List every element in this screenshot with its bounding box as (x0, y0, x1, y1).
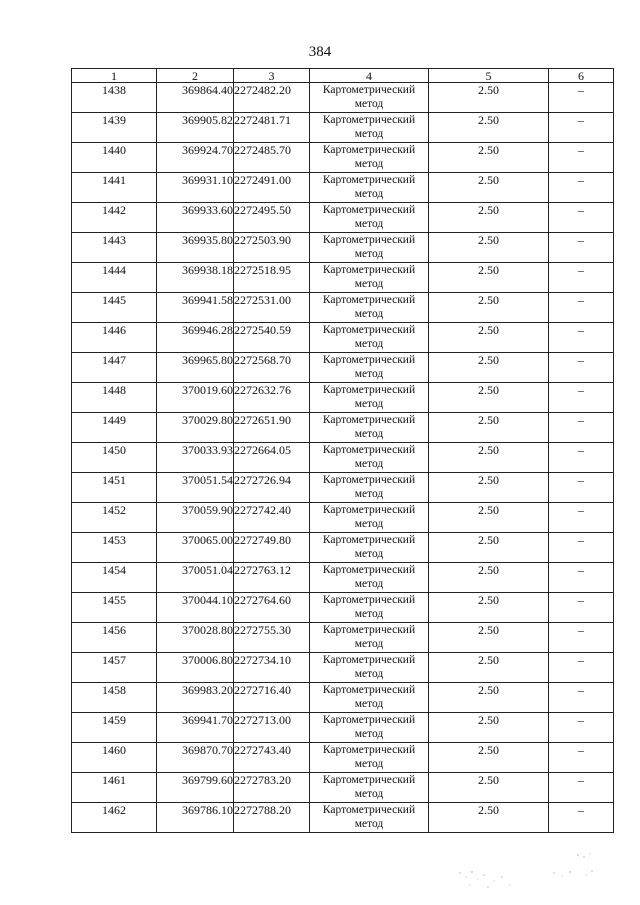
table-body (72, 83, 614, 833)
accuracy-cell: 2.50 (429, 623, 549, 653)
accuracy-cell: 2.50 (429, 173, 549, 203)
method-cell: Картометрический метод (310, 593, 429, 623)
note-cell: – (549, 383, 614, 413)
method-cell: Картометрический метод (310, 203, 429, 233)
method-cell: Картометрический метод (310, 113, 429, 143)
table-row (72, 653, 614, 683)
method-cell: Картометрический метод (310, 353, 429, 383)
column-header: 5 (429, 69, 549, 83)
x-coordinate-cell: 369924.70 (157, 143, 234, 173)
accuracy-cell: 2.50 (429, 263, 549, 293)
y-coordinate-cell: 2272664.05 (234, 443, 310, 473)
method-cell: Картометрический метод (310, 623, 429, 653)
table-row (72, 473, 614, 503)
x-coordinate-cell: 370044.10 (157, 593, 234, 623)
table-row (72, 353, 614, 383)
y-coordinate-cell: 2272755.30 (234, 623, 310, 653)
note-cell: – (549, 533, 614, 563)
method-cell: Картометрический метод (310, 653, 429, 683)
x-coordinate-cell: 370006.80 (157, 653, 234, 683)
x-coordinate-cell: 369933.60 (157, 203, 234, 233)
note-cell: – (549, 683, 614, 713)
accuracy-cell: 2.50 (429, 353, 549, 383)
method-cell: Картометрический метод (310, 143, 429, 173)
x-coordinate-cell: 369935.80 (157, 233, 234, 263)
accuracy-cell: 2.50 (429, 113, 549, 143)
note-cell: – (549, 83, 614, 113)
accuracy-cell: 2.50 (429, 713, 549, 743)
table-row (72, 443, 614, 473)
accuracy-cell: 2.50 (429, 203, 549, 233)
table-row (72, 593, 614, 623)
y-coordinate-cell: 2272726.94 (234, 473, 310, 503)
x-coordinate-cell: 370028.80 (157, 623, 234, 653)
point-number-cell: 1439 (72, 113, 157, 143)
accuracy-cell: 2.50 (429, 683, 549, 713)
note-cell: – (549, 353, 614, 383)
header-row (72, 69, 614, 83)
y-coordinate-cell: 2272540.59 (234, 323, 310, 353)
table-row (72, 143, 614, 173)
y-coordinate-cell: 2272495.50 (234, 203, 310, 233)
y-coordinate-cell: 2272503.90 (234, 233, 310, 263)
y-coordinate-cell: 2272568.70 (234, 353, 310, 383)
note-cell: – (549, 293, 614, 323)
x-coordinate-cell: 370019.60 (157, 383, 234, 413)
y-coordinate-cell: 2272742.40 (234, 503, 310, 533)
coordinates-table (71, 68, 614, 833)
accuracy-cell: 2.50 (429, 413, 549, 443)
y-coordinate-cell: 2272531.00 (234, 293, 310, 323)
note-cell: – (549, 113, 614, 143)
x-coordinate-cell: 369941.58 (157, 293, 234, 323)
y-coordinate-cell: 2272734.10 (234, 653, 310, 683)
note-cell: – (549, 743, 614, 773)
accuracy-cell: 2.50 (429, 323, 549, 353)
table-row (72, 803, 614, 833)
y-coordinate-cell: 2272485.70 (234, 143, 310, 173)
column-header: 2 (157, 69, 234, 83)
table-row (72, 233, 614, 263)
point-number-cell: 1456 (72, 623, 157, 653)
column-header: 6 (549, 69, 614, 83)
point-number-cell: 1443 (72, 233, 157, 263)
note-cell: – (549, 203, 614, 233)
method-cell: Картометрический метод (310, 713, 429, 743)
point-number-cell: 1452 (72, 503, 157, 533)
table-row (72, 383, 614, 413)
note-cell: – (549, 623, 614, 653)
method-cell: Картометрический метод (310, 563, 429, 593)
x-coordinate-cell: 370033.93 (157, 443, 234, 473)
note-cell: – (549, 803, 614, 833)
method-cell: Картометрический метод (310, 83, 429, 113)
table-header (72, 69, 614, 83)
method-cell: Картометрический метод (310, 683, 429, 713)
table-row (72, 743, 614, 773)
point-number-cell: 1442 (72, 203, 157, 233)
y-coordinate-cell: 2272482.20 (234, 83, 310, 113)
note-cell: – (549, 443, 614, 473)
point-number-cell: 1444 (72, 263, 157, 293)
method-cell: Картометрический метод (310, 413, 429, 443)
column-header: 1 (72, 69, 157, 83)
x-coordinate-cell: 369938.18 (157, 263, 234, 293)
note-cell: – (549, 563, 614, 593)
point-number-cell: 1447 (72, 353, 157, 383)
table-row (72, 113, 614, 143)
accuracy-cell: 2.50 (429, 83, 549, 113)
point-number-cell: 1441 (72, 173, 157, 203)
accuracy-cell: 2.50 (429, 503, 549, 533)
method-cell: Картометрический метод (310, 323, 429, 353)
point-number-cell: 1459 (72, 713, 157, 743)
y-coordinate-cell: 2272763.12 (234, 563, 310, 593)
x-coordinate-cell: 369931.10 (157, 173, 234, 203)
x-coordinate-cell: 369946.28 (157, 323, 234, 353)
note-cell: – (549, 143, 614, 173)
method-cell: Картометрический метод (310, 533, 429, 563)
point-number-cell: 1453 (72, 533, 157, 563)
y-coordinate-cell: 2272491.00 (234, 173, 310, 203)
method-cell: Картометрический метод (310, 773, 429, 803)
point-number-cell: 1461 (72, 773, 157, 803)
accuracy-cell: 2.50 (429, 653, 549, 683)
table-row (72, 683, 614, 713)
point-number-cell: 1450 (72, 443, 157, 473)
point-number-cell: 1457 (72, 653, 157, 683)
y-coordinate-cell: 2272632.76 (234, 383, 310, 413)
method-cell: Картометрический метод (310, 263, 429, 293)
point-number-cell: 1446 (72, 323, 157, 353)
accuracy-cell: 2.50 (429, 803, 549, 833)
table-row (72, 263, 614, 293)
x-coordinate-cell: 370065.00 (157, 533, 234, 563)
x-coordinate-cell: 369864.40 (157, 83, 234, 113)
point-number-cell: 1438 (72, 83, 157, 113)
y-coordinate-cell: 2272783.20 (234, 773, 310, 803)
column-header: 4 (310, 69, 429, 83)
x-coordinate-cell: 370051.04 (157, 563, 234, 593)
note-cell: – (549, 473, 614, 503)
y-coordinate-cell: 2272481.71 (234, 113, 310, 143)
note-cell: – (549, 653, 614, 683)
table-row (72, 623, 614, 653)
point-number-cell: 1462 (72, 803, 157, 833)
x-coordinate-cell: 370029.80 (157, 413, 234, 443)
accuracy-cell: 2.50 (429, 383, 549, 413)
accuracy-cell: 2.50 (429, 293, 549, 323)
table-row (72, 203, 614, 233)
x-coordinate-cell: 370059.90 (157, 503, 234, 533)
x-coordinate-cell: 369965.80 (157, 353, 234, 383)
method-cell: Картометрический метод (310, 173, 429, 203)
x-coordinate-cell: 369786.10 (157, 803, 234, 833)
accuracy-cell: 2.50 (429, 473, 549, 503)
x-coordinate-cell: 369941.70 (157, 713, 234, 743)
table-row (72, 773, 614, 803)
point-number-cell: 1460 (72, 743, 157, 773)
note-cell: – (549, 503, 614, 533)
note-cell: – (549, 323, 614, 353)
accuracy-cell: 2.50 (429, 773, 549, 803)
accuracy-cell: 2.50 (429, 533, 549, 563)
note-cell: – (549, 413, 614, 443)
table-row (72, 293, 614, 323)
accuracy-cell: 2.50 (429, 743, 549, 773)
note-cell: – (549, 713, 614, 743)
point-number-cell: 1454 (72, 563, 157, 593)
y-coordinate-cell: 2272716.40 (234, 683, 310, 713)
table-row (72, 323, 614, 353)
note-cell: – (549, 173, 614, 203)
x-coordinate-cell: 369799.60 (157, 773, 234, 803)
x-coordinate-cell: 369870.70 (157, 743, 234, 773)
table-row (72, 563, 614, 593)
note-cell: – (549, 233, 614, 263)
accuracy-cell: 2.50 (429, 143, 549, 173)
method-cell: Картометрический метод (310, 443, 429, 473)
table-row (72, 413, 614, 443)
table-row (72, 533, 614, 563)
table-row (72, 83, 614, 113)
point-number-cell: 1455 (72, 593, 157, 623)
method-cell: Картометрический метод (310, 743, 429, 773)
x-coordinate-cell: 370051.54 (157, 473, 234, 503)
note-cell: – (549, 773, 614, 803)
point-number-cell: 1458 (72, 683, 157, 713)
scan-artifact-dots (450, 851, 600, 891)
table-row (72, 173, 614, 203)
accuracy-cell: 2.50 (429, 593, 549, 623)
y-coordinate-cell: 2272743.40 (234, 743, 310, 773)
y-coordinate-cell: 2272651.90 (234, 413, 310, 443)
method-cell: Картометрический метод (310, 383, 429, 413)
point-number-cell: 1448 (72, 383, 157, 413)
point-number-cell: 1440 (72, 143, 157, 173)
note-cell: – (549, 593, 614, 623)
accuracy-cell: 2.50 (429, 443, 549, 473)
y-coordinate-cell: 2272713.00 (234, 713, 310, 743)
point-number-cell: 1449 (72, 413, 157, 443)
method-cell: Картометрический метод (310, 293, 429, 323)
table-row (72, 713, 614, 743)
note-cell: – (549, 263, 614, 293)
method-cell: Картометрический метод (310, 233, 429, 263)
accuracy-cell: 2.50 (429, 563, 549, 593)
y-coordinate-cell: 2272749.80 (234, 533, 310, 563)
point-number-cell: 1445 (72, 293, 157, 323)
y-coordinate-cell: 2272764.60 (234, 593, 310, 623)
x-coordinate-cell: 369905.82 (157, 113, 234, 143)
y-coordinate-cell: 2272788.20 (234, 803, 310, 833)
accuracy-cell: 2.50 (429, 233, 549, 263)
method-cell: Картометрический метод (310, 473, 429, 503)
table-row (72, 503, 614, 533)
method-cell: Картометрический метод (310, 803, 429, 833)
x-coordinate-cell: 369983.20 (157, 683, 234, 713)
column-header: 3 (234, 69, 310, 83)
y-coordinate-cell: 2272518.95 (234, 263, 310, 293)
point-number-cell: 1451 (72, 473, 157, 503)
method-cell: Картометрический метод (310, 503, 429, 533)
page-number: 384 (308, 44, 332, 60)
